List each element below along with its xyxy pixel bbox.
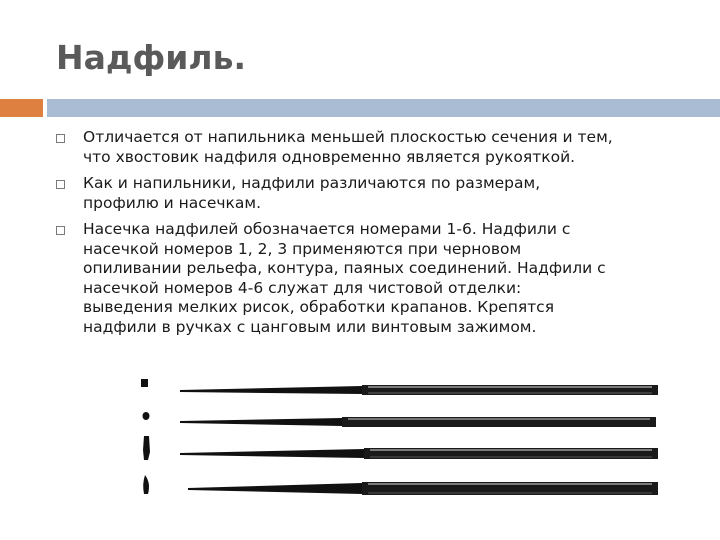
needle-file-round xyxy=(180,417,656,427)
bullet-item xyxy=(56,128,696,167)
profile-round-icon xyxy=(143,412,150,420)
profile-triangle-icon xyxy=(143,436,150,460)
square-bullet-icon xyxy=(56,134,65,143)
needle-file-halfround xyxy=(188,482,658,495)
needle-file-square xyxy=(180,385,658,395)
bullet-text: Насечка надфилей обозначается номерами 1-6. Надфили с насечкой номеров 1, 2, 3 применяются при черновом опиливании рельефа, контура, паяных соединений. Надфили с насечкой номеров 4-6 служат для чистовой отделки: выведения мелких рисок, обработки крапанов. Крепятся надфили в ручках с цанговым или винтовым зажимом. xyxy=(83,220,606,336)
bullet-list xyxy=(56,128,696,344)
square-bullet-icon xyxy=(56,180,65,189)
profile-square-icon xyxy=(141,379,148,387)
accent-bar-blue xyxy=(47,99,720,117)
square-bullet-icon xyxy=(56,226,65,235)
bullet-item xyxy=(56,174,696,213)
slide-title: Надфиль. xyxy=(56,38,246,77)
bullet-item xyxy=(56,220,696,337)
bullet-text: Отличается от напильника меньшей плоскостью сечения и тем, что хвостовик надфиля одновременно является рукояткой. xyxy=(83,128,613,166)
needle-file-triangle xyxy=(180,448,658,459)
needle-files-icon xyxy=(132,370,664,502)
bullet-text: Как и напильники, надфили различаются по размерам, профилю и насечкам. xyxy=(83,174,541,212)
accent-block-orange xyxy=(0,99,43,117)
profile-halfround-icon xyxy=(143,475,149,494)
